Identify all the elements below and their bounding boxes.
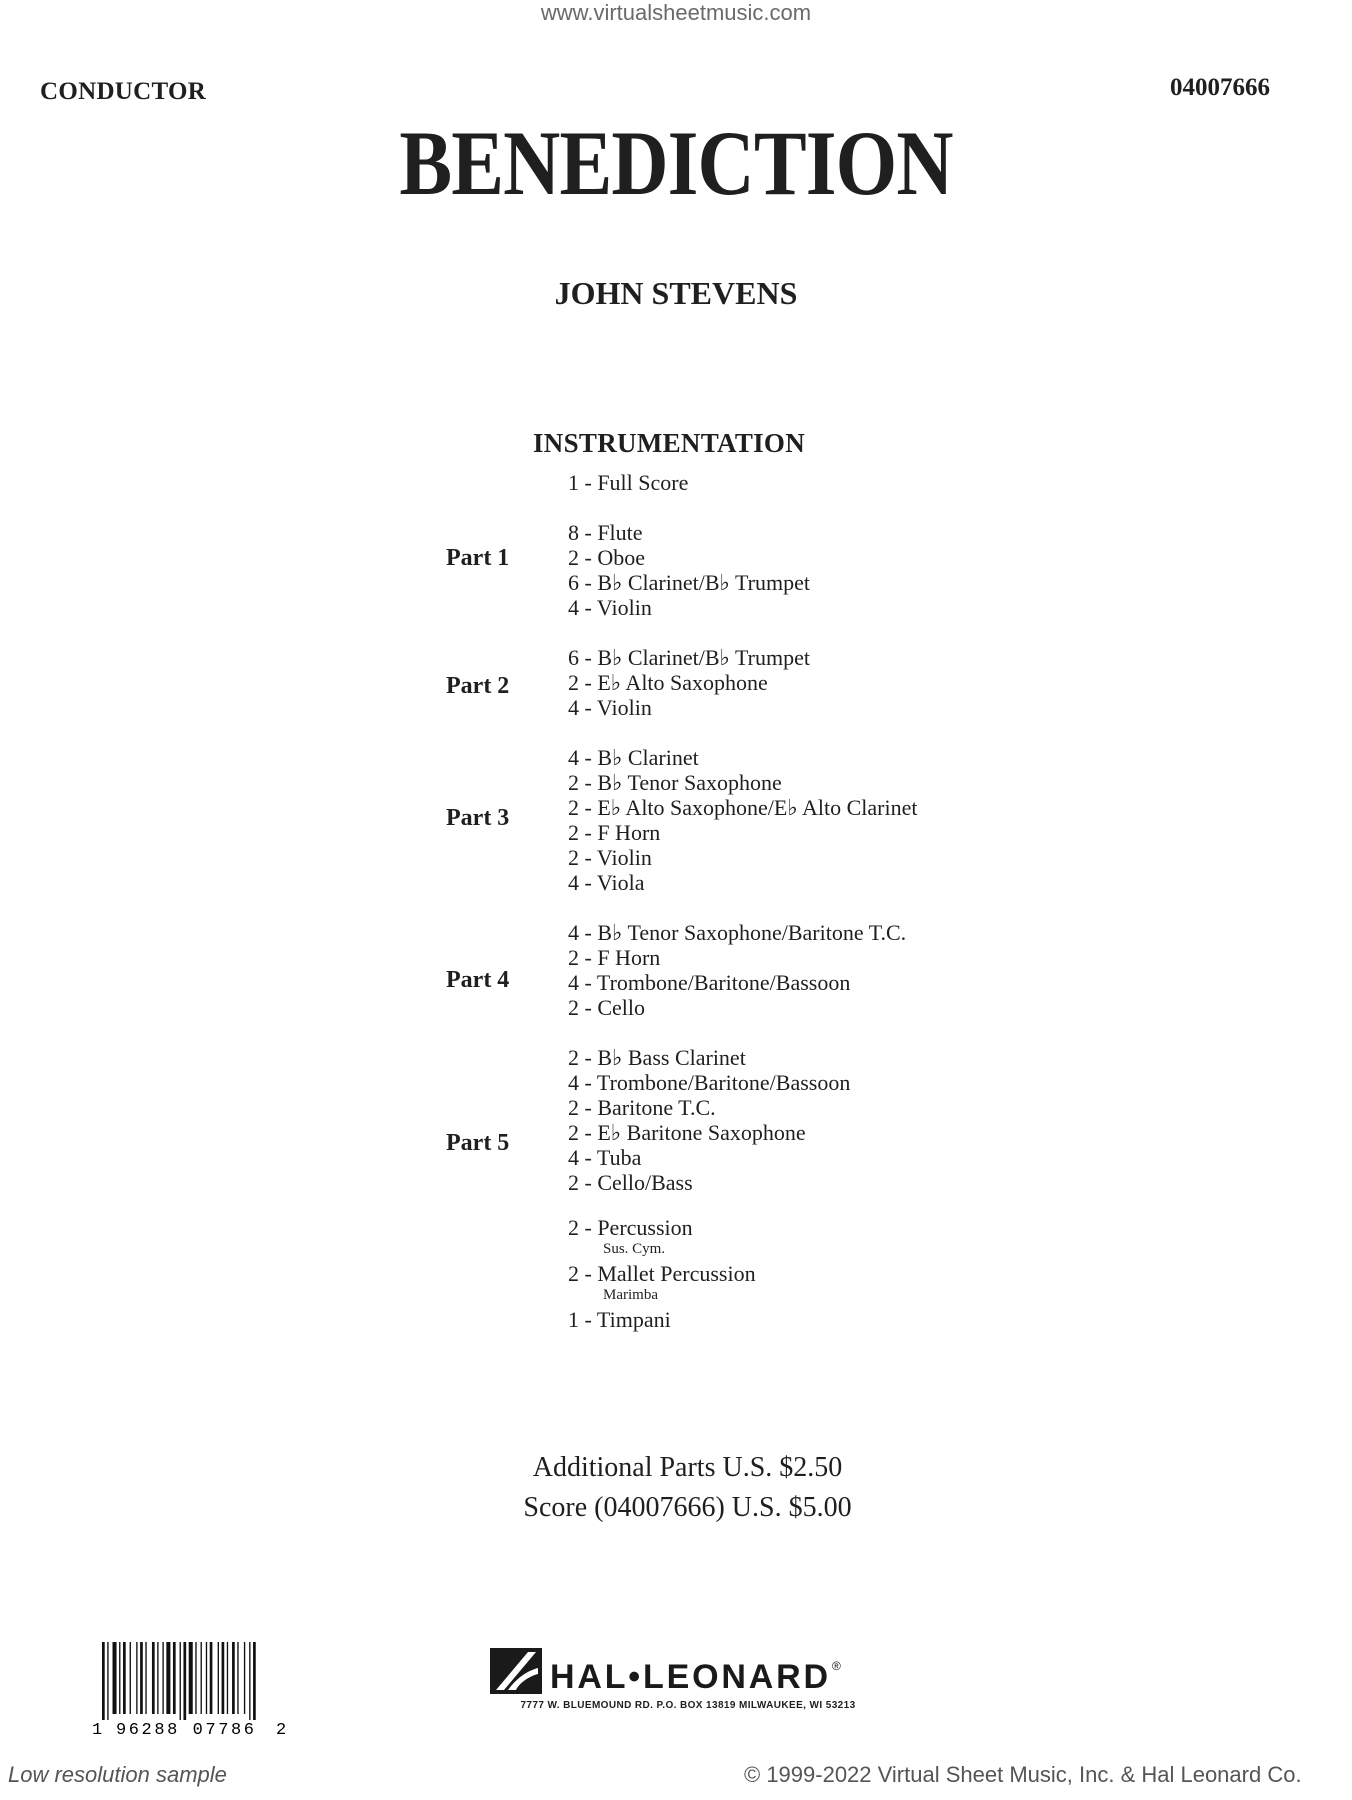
composer-name: JOHN STEVENS — [554, 275, 798, 311]
instrument-line: 2 - Cello/Bass — [568, 1170, 693, 1195]
percussion-sub: Marimba — [603, 1287, 658, 1303]
score-price: Score (04007666) U.S. $5.00 — [523, 1492, 852, 1523]
instrument-line: 4 - B♭ Tenor Saxophone/Baritone T.C. — [568, 920, 907, 945]
barcode-bar — [253, 1642, 256, 1720]
instrument-line: 2 - E♭ Alto Saxophone/E♭ Alto Clarinet — [568, 795, 918, 820]
barcode — [90, 1640, 290, 1738]
barcode-bar — [107, 1642, 108, 1720]
barcode-digit-left: 1 — [92, 1721, 103, 1738]
barcode-bar — [152, 1642, 155, 1714]
instrument-line: 4 - B♭ Clarinet — [568, 745, 699, 770]
instrument-line: 2 - Violin — [568, 845, 652, 870]
site-watermark: www.virtualsheetmusic.com — [540, 0, 812, 25]
publisher-address: 7777 W. BLUEMOUND RD. P.O. BOX 13819 MILWAUKEE, WI 53213 — [520, 1700, 856, 1711]
full-score-line: 1 - Full Score — [568, 470, 689, 495]
instrument-line: 4 - Trombone/Baritone/Bassoon — [568, 1070, 851, 1095]
instrument-line: 4 - Violin — [568, 595, 652, 620]
part-label: Part 4 — [446, 967, 510, 993]
conductor-label: CONDUCTOR — [40, 78, 207, 105]
barcode-bar — [249, 1642, 250, 1720]
percussion-line: 2 - Mallet Percussion — [568, 1261, 756, 1286]
part-label: Part 3 — [446, 805, 510, 831]
instrument-line: 6 - B♭ Clarinet/B♭ Trumpet — [568, 645, 810, 670]
registered-mark: ® — [832, 1659, 841, 1673]
barcode-bar — [119, 1642, 120, 1714]
part-label: Part 2 — [446, 673, 510, 699]
instrumentation-heading: INSTRUMENTATION — [533, 428, 806, 458]
barcode-bar — [218, 1642, 219, 1714]
additional-parts-price: Additional Parts U.S. $2.50 — [532, 1452, 843, 1483]
publisher-name: HAL•LEONARD — [550, 1658, 828, 1696]
barcode-bar — [201, 1642, 202, 1714]
instrument-line: 6 - B♭ Clarinet/B♭ Trumpet — [568, 570, 810, 595]
part-label: Part 5 — [446, 1130, 510, 1156]
instrument-line: 2 - Baritone T.C. — [568, 1095, 716, 1120]
instrument-line: 2 - Cello — [568, 995, 645, 1020]
instrument-line: 4 - Violin — [568, 695, 652, 720]
barcode-bar — [162, 1642, 163, 1714]
instrument-line: 4 - Viola — [568, 870, 645, 895]
instrument-line: 4 - Trombone/Baritone/Bassoon — [568, 970, 851, 995]
barcode-bar — [189, 1642, 193, 1714]
barcode-bar — [210, 1642, 213, 1714]
percussion-line: 1 - Timpani — [568, 1307, 671, 1332]
catalog-number: 04007666 — [1170, 74, 1270, 101]
instrument-line: 2 - B♭ Bass Clarinet — [568, 1045, 746, 1070]
hal-leonard-emblem-icon — [490, 1648, 542, 1694]
barcode-bar — [244, 1642, 245, 1714]
barcode-bar — [113, 1642, 117, 1714]
barcode-bar — [130, 1642, 131, 1714]
low-res-notice: Low resolution sample — [8, 1762, 227, 1787]
page-title: BENEDICTION — [399, 112, 953, 214]
barcode-bar — [227, 1642, 228, 1714]
barcode-bar — [237, 1642, 238, 1714]
instrument-line: 8 - Flute — [568, 520, 643, 545]
instrument-line: 2 - B♭ Tenor Saxophone — [568, 770, 782, 795]
barcode-bar — [145, 1642, 146, 1714]
barcode-digits: 96288 07786 — [116, 1721, 254, 1738]
barcode-bar — [140, 1642, 143, 1714]
instrument-line: 2 - Oboe — [568, 545, 645, 570]
barcode-bar — [157, 1642, 158, 1714]
barcode-bar — [183, 1642, 186, 1720]
instrument-line: 4 - Tuba — [568, 1145, 642, 1170]
barcode-digit-right: 2 — [276, 1721, 287, 1738]
instrument-line: 2 - F Horn — [568, 820, 661, 845]
part-label: Part 1 — [446, 545, 510, 571]
instrument-line: 2 - F Horn — [568, 945, 661, 970]
barcode-bar — [180, 1642, 181, 1720]
barcode-bar — [136, 1642, 137, 1714]
instrument-line: 2 - E♭ Alto Saxophone — [568, 670, 768, 695]
barcode-bar — [166, 1642, 170, 1714]
percussion-sub: Sus. Cym. — [603, 1241, 666, 1257]
barcode-bar — [173, 1642, 176, 1714]
barcode-bar — [102, 1642, 105, 1720]
barcode-bar — [206, 1642, 207, 1714]
barcode-bar — [232, 1642, 235, 1714]
percussion-line: 2 - Percussion — [568, 1215, 693, 1240]
instrument-line: 2 - E♭ Baritone Saxophone — [568, 1120, 806, 1145]
copyright-notice: © 1999-2022 Virtual Sheet Music, Inc. & Hal Leonard Co. — [744, 1762, 1302, 1787]
barcode-bar — [222, 1642, 225, 1714]
barcode-bar — [195, 1642, 196, 1714]
barcode-bar — [123, 1642, 126, 1714]
